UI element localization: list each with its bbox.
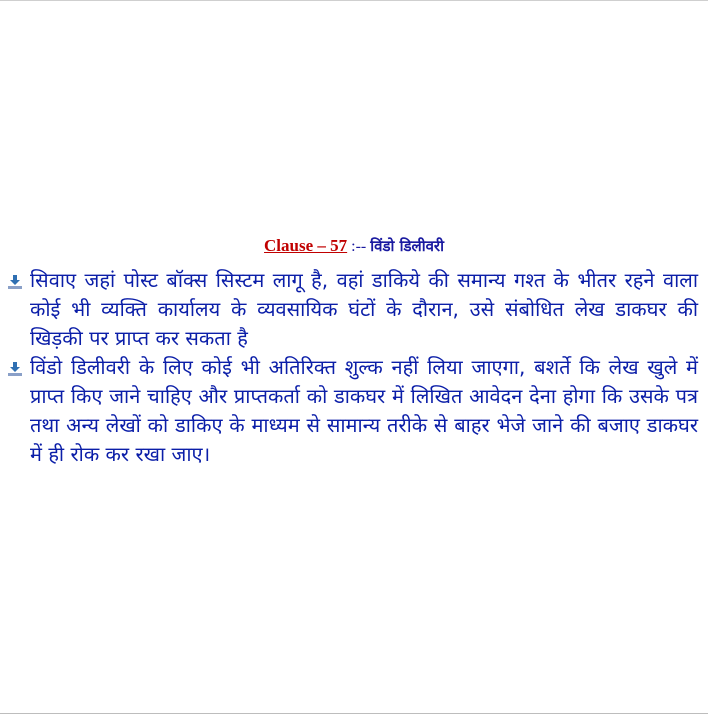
clause-separator: :-- [347, 238, 371, 255]
top-divider [0, 0, 708, 1]
list-item [0, 266, 708, 353]
arrow-down-bullet-icon [7, 361, 23, 377]
list-item [0, 353, 708, 469]
bottom-divider [0, 713, 708, 714]
clause-number: Clause – 57 [264, 236, 348, 255]
clause-heading [0, 236, 708, 257]
list-item-text: सिवाए जहां पोस्ट बॉक्स सिस्टम लागू है, वहां डाकिये की समान्य गश्त के भीतर रहने वाला कोई भी व्यक्ति कार्यालय के व्यवसायिक घंटों के दौरान, उसे संबोधित लेख डाकघर की खिड़की पर प्राप्त कर सकता है [30, 268, 698, 350]
arrow-down-bullet-icon [7, 274, 23, 290]
clause-bullet-list [0, 266, 708, 469]
list-item-text: विंडो डिलीवरी के लिए कोई भी अतिरिक्त शुल्क नहीं लिया जाएगा, बशर्ते कि लेख खुले में प्राप्त किए जाने चाहिए और प्राप्तकर्ता को डाकघर में लिखित आवेदन देना होगा कि उसके पत्र तथा अन्य लेखों को डाकिए के माध्यम से सामान्य तरीके से बाहर भेजे जाने की बजाए डाकघर में ही रोक कर रखा जाए। [30, 355, 698, 466]
clause-title: विंडो डिलीवरी [370, 237, 444, 255]
